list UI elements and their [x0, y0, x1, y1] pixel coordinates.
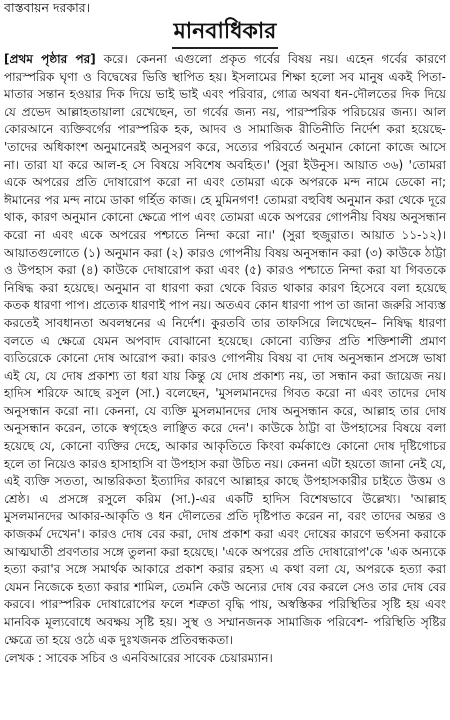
article-body	[4, 51, 446, 649]
continued-marker: [প্রথম পৃষ্ঠার পর]	[4, 52, 96, 66]
author-byline: লেখক : সাবেক সচিব ও এনবিআরের সাবেক চেয়ারম্যান।	[4, 651, 273, 666]
previous-column-tail: বাস্তবায়ন দরকার।	[4, 0, 91, 15]
article-paragraph	[4, 51, 446, 649]
article-title: মানবাধিকার	[172, 17, 279, 49]
paragraph-text: করে। কেননা এগুলো প্রকৃত গর্বের বিষয় নয়। এহেন গর্বের কারণে পারস্পরিক ঘৃণা ও বিদ্বেষের ভিত্তি স্থাপিত হয়। ইসলামের শিক্ষা হলো সব মানুষ একই পিতা-মাতার সন্তান হওয়ার দিক দিয়ে ভাই ভাই এবং পরিবার, গোত্র অথবা ধন-দৌলতের দিক দিয়ে যে প্রভেদ আল্লাহতায়ালা রেখেছেন, তা গর্বের জন্য নয়, পারস্পরিক পরিচয়ের জন্য। আল কোরআনে ব্যক্তিবর্গের পারস্পরিক হক, আদব ও সামাজিক রীতিনীতি নির্দেশ করা হয়েছে- 'তাদের অধিকাংশ অনুমানেরই অনুসরণ করে, সত্যের পরিবর্তে অনুমান কোনো কাজে আসে না। তারা যা করে আল-হ সে বিষয়ে সবিশেষ অবহিত।' (সুরা ইউনুস। আয়াত ৩৬) 'তোমরা একে অপরের প্রতি দোষারোপ করো না এবং তোমরা একে অপরকে মন্দ নামে ডেকো না; ঈমানের পর মন্দ নামে ডাকা গর্হিত কাজ। হে মুমিনগণ! তোমরা বহুবিধ অনুমান করা থেকে দূরে থাক, কারণ অনুমান কোনো ক্ষেত্রে পাপ এবং তোমরা একে অপরের গোপনীয় বিষয় অনুসন্ধান করো না এবং একে অপরের পশ্চাতে নিন্দা করো না।' (সুরা হুজুরাত। আয়াত ১১-১২)। আয়াতগুলোতে (১) অনুমান করা (২) কারও গোপনীয় বিষয় অনুসন্ধান করা (৩) কাউকে ঠাট্টা ও উপহাস করা (৪) কাউকে দোষারোপ করা এবং (৫) কারও পশ্চাতে নিন্দা করা যা গিবতকে নিষিদ্ধ করা হয়েছে। অনুমান বা ধারণা করা থেকে বিরত থাকার কারণ হিসেবে বলা হয়েছে কতক ধারণা পাপ। প্রত্যেক ধারণাই পাপ নয়। অতএব কোন ধারণা পাপ তা জানা জরুরি সাব্যস্ত করতেই সাবধানতা অবলম্বনের এ নির্দেশ। কুরতবি তার তাফসিরে লিখেছেন– নিষিদ্ধ ধারণা বলতে এ ক্ষেত্রে যেমন অপবাদ বোঝানো হয়েছে। কোনো ব্যক্তির প্রতি শক্তিশালী প্রমাণ ব্যতিরেকে কোনো দোষ আরোপ করা। কারও গোপনীয় বিষয় বা দোষ অনুসন্ধান প্রসঙ্গে ভাষা এই যে, যে দোষ প্রকাশ্য তা ধরা যায় কিন্তু যে দোষ প্রকাশ্য নয়, তা সন্ধান করা জায়েজ নয়। হাদিস শরিফে আছে রসুল (সা.) বলেছেন, 'মুসলমানদের গিবত করো না এবং তাদের দোষ অনুসন্ধান করো না। কেননা, যে ব্যক্তি মুসলমানদের দোষ অনুসন্ধান করে, আল্লাহ তার দোষ অনুসন্ধান করেন, তাকে স্বগৃহেও লাঞ্ছিত করে দেন'। কাউকে ঠাট্টা বা উপহাসের বিষয়ে বলা হয়েছে যে, কোনো ব্যক্তির দেহে, আকার আকৃতিতে কিংবা কর্মকাণ্ডে কোনো দোষ দৃষ্টিগোচর হলে তা নিয়েও কারও হাসাহাসি বা উপহাস করা উচিত নয়। কেননা এটা হয়তো জানা নেই যে, এই ব্যক্তি সততা, আন্তরিকতা ইত্যাদির কারণে আল্লাহর কাছে উপহাসকারীর চাইতে উত্তম ও শ্রেষ্ঠ। এ প্রসঙ্গে রসুলে করিম (সা.)-এর একটি হাদিস বিশেষভাবে উল্লেখ্য। 'আল্লাহ মুসলমানদের আকার-আকৃতি ও ধন দৌলতের প্রতি দৃষ্টিপাত করেন না, বরং তাদের অন্তর ও কাজকর্ম দেখেন'। কারও দোষ বের করা, দোষ প্রকাশ করা এবং দোষের কারণে ভর্ৎসনা করাকে আত্মঘাতী প্রবণতার সঙ্গে তুলনা করা হয়েছে। 'একে অপরের প্রতি দোষারোপ'কে 'এক অন্যকে হত্যা করা'র সঙ্গে সমার্থক আকারে প্রকাশ করার রহস্য এ কথা বলা যে, অপরকে হত্যা করা যেমন নিজেকে হত্যা করার শামিল, তেমনি কেউ অন্যের দোষ বের করলে সেও তার দোষ বের করবে। পারস্পরিক দোষারোপের ফলে শত্রুতা বৃদ্ধি পায়, অস্বস্তিকর পরিস্থিতির সৃষ্টি হয় এবং মানবিক মূল্যবোধে অবক্ষয় সৃষ্টি হয়। সুস্থ ও সম্মানজনক সামাজিক পরিবেশ- পরিস্থিতি সৃষ্টির ক্ষেত্রে তা হয়ে ওঠে এক দুঃখজনক প্রতিবন্ধকতা।	[4, 52, 447, 647]
article-header	[4, 17, 446, 51]
